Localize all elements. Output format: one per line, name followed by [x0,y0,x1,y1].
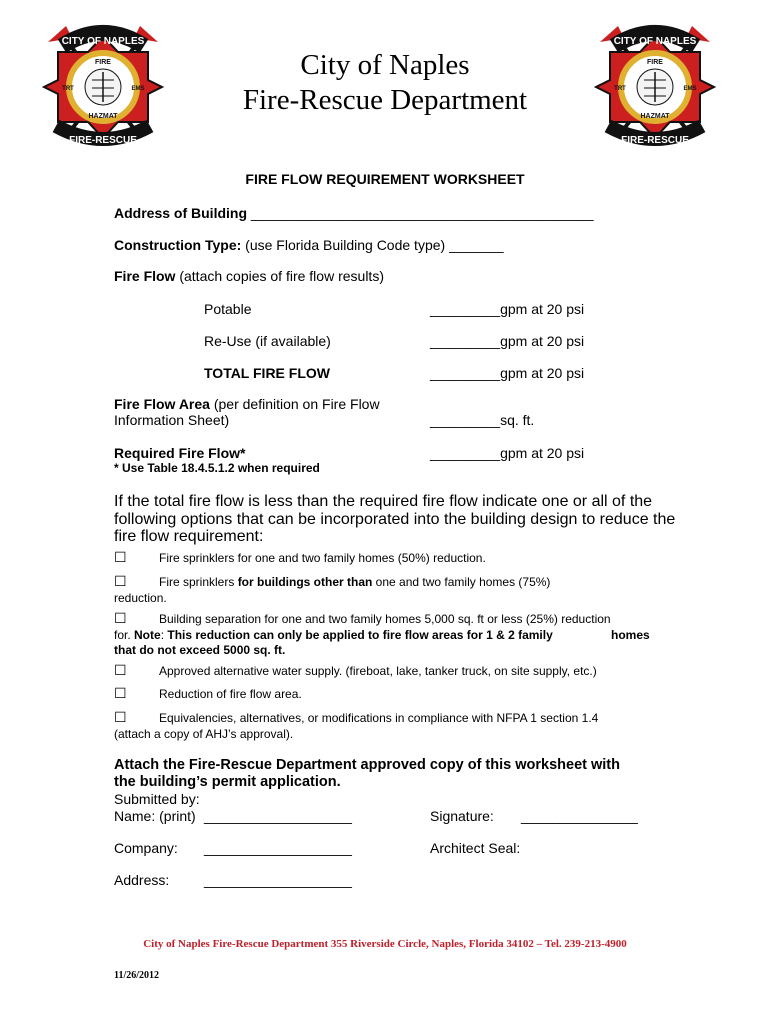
reuse-label: Re-Use (if available) [204,333,331,349]
option-checkbox-2[interactable]: ☐ [114,573,127,589]
submitted-by-label: Submitted by: [114,791,200,807]
name-label: Name: (print) [114,808,196,824]
option-3-colon: : [160,628,168,642]
required-unit: gpm at 20 psi [500,445,585,461]
company-label: Company: [114,840,178,856]
required-fire-flow-field[interactable] [430,445,584,461]
option-3-note-text: This reduction can only be applied to fire flow areas for 1 & 2 family [167,628,553,642]
required-blank[interactable]: _________ [430,445,501,461]
worksheet-heading: FIRE FLOW REQUIREMENT WORKSHEET [245,171,525,187]
option-text-3-limit: that do not exceed 5000 sq. ft. [114,643,286,657]
fire-flow-area-label [114,396,380,428]
option-checkbox-6[interactable]: ☐ [114,709,127,725]
area-hint-2: Information Sheet) [114,412,230,428]
area-unit: sq. ft. [500,412,535,428]
page-title-line1: City of Naples [300,49,470,81]
fire-flow-hint: (attach copies of fire flow results) [175,268,384,284]
potable-label: Potable [204,301,252,317]
svg-text:FIRE-RESCUE: FIRE-RESCUE [69,135,137,146]
option-2-part-c: one and two family homes (75%) [372,575,551,589]
option-text-4: Approved alternative water supply. (fireboat, lake, tanker truck, on site supply, etc.) [159,664,597,678]
area-blank[interactable]: _________ [430,412,501,428]
svg-text:EMS: EMS [683,86,697,92]
area-hint-1: (per definition on Fire Flow [209,396,380,412]
construction-hint[interactable]: (use Florida Building Code type) _______ [241,237,504,253]
svg-text:CITY OF NAPLES: CITY OF NAPLES [613,36,697,47]
option-checkbox-5[interactable]: ☐ [114,685,127,701]
options-intro [114,493,675,546]
svg-text:FIRE: FIRE [647,59,663,66]
address-label: Address of Building [114,205,247,221]
potable-field[interactable] [430,301,584,317]
address-line[interactable]: ____________________________________________ [250,205,594,221]
reuse-field[interactable] [430,333,584,349]
required-fire-flow-label: Required Fire Flow* [114,445,246,461]
construction-label: Construction Type: [114,237,242,253]
svg-text:FIRE-RESCUE: FIRE-RESCUE [621,135,689,146]
option-text-1: Fire sprinklers for one and two family homes (50%) reduction. [159,551,486,565]
svg-text:FIRE: FIRE [95,59,111,66]
total-unit: gpm at 20 psi [500,365,585,381]
attach-line1: Attach the Fire-Rescue Department approved copy of this worksheet with [114,757,620,773]
attach-line2: the building’s permit application. [114,774,341,790]
option-text-3-note [114,628,553,642]
option-text-6-cont: (attach a copy of AHJ’s approval). [114,727,294,741]
options-intro-line1: If the total fire flow is less than the required fire flow indicate one or all of the [114,493,653,510]
total-fire-flow-label: TOTAL FIRE FLOW [204,365,330,381]
option-2-part-a: Fire sprinklers [159,575,238,589]
construction-type-field[interactable] [114,237,504,253]
fire-flow-heading [114,268,384,284]
option-text-3-homes: homes [611,628,650,642]
footer-contact: City of Naples Fire-Rescue Department 355 Riverside Circle, Naples, Florida 34102 – Tel. 239-213-4900 [143,938,627,950]
option-text-2 [159,575,550,589]
footer-date: 11/26/2012 [114,970,160,981]
signature-label: Signature: [430,808,494,824]
area-label: Fire Flow Area [114,396,210,412]
option-2-part-b: for buildings other than [237,575,373,589]
total-fire-flow-field[interactable] [430,365,584,381]
page-title-line2: Fire-Rescue Department [242,84,528,116]
name-input[interactable]: ___________________ [204,808,352,824]
option-checkbox-4[interactable]: ☐ [114,662,127,678]
required-note: * Use Table 18.4.5.1.2 when required [114,461,320,475]
submitter-address-label: Address: [114,872,170,888]
option-3-note-label: Note [134,628,161,642]
total-blank[interactable]: _________ [430,365,501,381]
svg-text:TRT: TRT [614,86,626,92]
svg-text:HAZMAT: HAZMAT [88,113,118,120]
fire-flow-area-field[interactable] [430,412,534,428]
option-text-5: Reduction of fire flow area. [159,687,302,701]
attach-instructions [114,757,620,791]
option-3-for: for. [114,628,135,642]
svg-text:TRT: TRT [62,86,74,92]
option-text-6: Equivalencies, alternatives, or modifications in compliance with NFPA 1 section 1.4 [159,711,599,725]
address-field[interactable] [114,205,593,221]
reuse-unit: gpm at 20 psi [500,333,585,349]
potable-blank[interactable]: _________ [430,301,501,317]
options-intro-line2: following options that can be incorporated into the building design to reduce the [114,510,676,528]
option-checkbox-1[interactable]: ☐ [114,549,127,565]
company-input[interactable]: ___________________ [204,840,352,856]
option-text-2-cont: reduction. [114,591,167,605]
submitter-address-input[interactable]: ___________________ [204,872,352,888]
fire-flow-label: Fire Flow [114,268,176,284]
option-checkbox-3[interactable]: ☐ [114,610,127,626]
option-text-3: Building separation for one and two family homes 5,000 sq. ft or less (25%) reduction [159,612,611,626]
options-intro-line3: fire flow requirement: [114,528,264,545]
svg-text:HAZMAT: HAZMAT [640,113,670,120]
signature-input[interactable]: _______________ [521,808,638,824]
potable-unit: gpm at 20 psi [500,301,585,317]
svg-text:EMS: EMS [131,86,145,92]
svg-text:CITY OF NAPLES: CITY OF NAPLES [61,36,145,47]
reuse-blank[interactable]: _________ [430,333,501,349]
architect-seal-label: Architect Seal: [430,840,521,856]
